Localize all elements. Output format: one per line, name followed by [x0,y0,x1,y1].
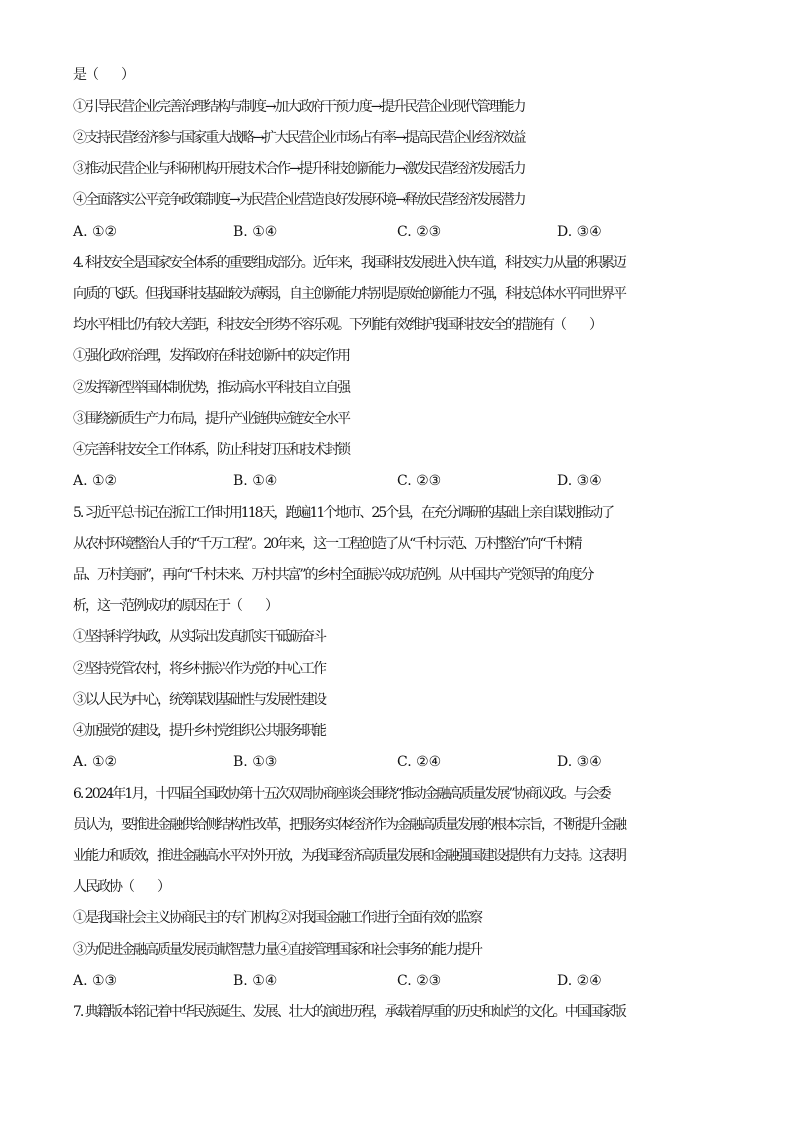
q5-option-c: C. ②④ [397,754,442,770]
q4-option-c: C. ②③ [397,473,442,489]
q5-option-b: B. ①③ [233,754,278,770]
q4-option-d: D. ③④ [557,473,602,489]
q6-stem-line-4: 人民政协（ ） [73,879,169,895]
q6-item-1: ①是我国社会主义协商民主的专门机构②对我国金融工作进行全面有效的监察 [73,910,481,926]
q5-item-2: ②坚持党管农村，将乡村振兴作为党的中心工作 [73,661,325,677]
q4-item-2: ②发挥新型举国体制优势，推动高水平科技自立自强 [73,380,349,396]
q4-stem-line-3: 均水平相比仍有较大差距，科技安全形势不容乐观。下列能有效维护我国科技安全的措施有（ ） [73,317,601,333]
q4-option-a: A. ①② [73,473,118,489]
q6-item-2: ③为促进金融高质量发展贡献智慧力量④直接管理国家和社会事务的能力提升 [73,942,481,958]
q6-option-c: C. ②③ [397,973,442,989]
q5-stem-line-3: 品、万村美丽”，再向“千村未来、万村共富”的乡村全面振兴成功范例。从中国共产党领导的角度分 [73,567,593,583]
q3-option-a: A. ①② [73,224,118,240]
q4-option-b: B. ①④ [233,473,278,489]
q4-item-4: ④完善科技安全工作体系，防止科技打压和技术封锁 [73,442,349,458]
q6-stem-line-1: 6. 2024年1月，十四届全国政协第十五次双周协商座谈会围绕“推动金融高质量发展”协商议政。与会委 [73,786,610,802]
q4-stem-line-2: 向质的飞跃。但我国科技基础较为薄弱，自主创新能力特别是原始创新能力不强，科技总体水平同世界平 [73,286,625,302]
q6-option-a: A. ①③ [73,973,118,989]
q3-item-2: ②支持民营经济参与国家重大战略→扩大民营企业市场占有率→提高民营企业经济效益 [73,130,525,146]
q3-item-4: ④全面落实公平竞争政策制度→为民营企业营造良好发展环境→释放民营经济发展潜力 [73,192,525,208]
q5-option-d: D. ③④ [557,754,602,770]
q5-stem-line-4: 析，这一范例成功的原因在于（ ） [73,598,277,614]
q3-option-b: B. ①④ [233,224,278,240]
q4-stem-line-1: 4. 科技安全是国家安全体系的重要组成部分。近年来，我国科技发展进入快车道，科技实力从量的积累迈 [73,255,625,271]
q5-item-3: ③以人民为中心，统筹谋划基础性与发展性建设 [73,692,325,708]
q5-stem-line-1: 5. 习近平总书记在浙江工作时用118天，跑遍11个地市、25个县，在充分调研的基础上亲自谋划推动了 [73,505,614,521]
q6-option-b: B. ①④ [233,973,278,989]
q3-item-3: ③推动民营企业与科研机构开展技术合作→提升科技创新能力→激发民营经济发展活力 [73,161,525,177]
q4-item-1: ①强化政府治理，发挥政府在科技创新中的决定作用 [73,348,349,364]
q3-option-d: D. ③④ [557,224,602,240]
q4-item-3: ③围绕新质生产力布局，提升产业链供应链安全水平 [73,411,349,427]
q5-stem-line-2: 从农村环境整治人手的“千万工程”。20年来，这一工程创造了从“千村示范、万村整治”向“千村精 [73,536,581,552]
q7-stem-line-1: 7. 典籍版本铭记着中华民族诞生、发展、壮大的演进历程，承载着厚重的历史和灿烂的文化。中国国家版 [73,1004,625,1020]
q5-item-4: ④加强党的建设，提升乡村党组织公共服务职能 [73,723,325,739]
q3-stem-end: 是（ ） [73,67,133,83]
q5-option-a: A. ①② [73,754,118,770]
q3-item-1: ①引导民营企业完善治理结构与制度→加大政府干预力度→提升民营企业现代管理能力 [73,99,525,115]
q6-stem-line-3: 业能力和质效，推进金融高水平对外开放，为我国经济高质量发展和金融强国建设提供有力支持。这表明 [73,848,625,864]
q3-option-c: C. ②③ [397,224,442,240]
q5-item-1: ①坚持科学执政，从实际出发真抓实干砥砺奋斗 [73,629,325,645]
q6-option-d: D. ②④ [557,973,602,989]
q6-stem-line-2: 员认为，要推进金融供给侧结构性改革，把服务实体经济作为金融高质量发展的根本宗旨，不断提升金融 [73,817,625,833]
